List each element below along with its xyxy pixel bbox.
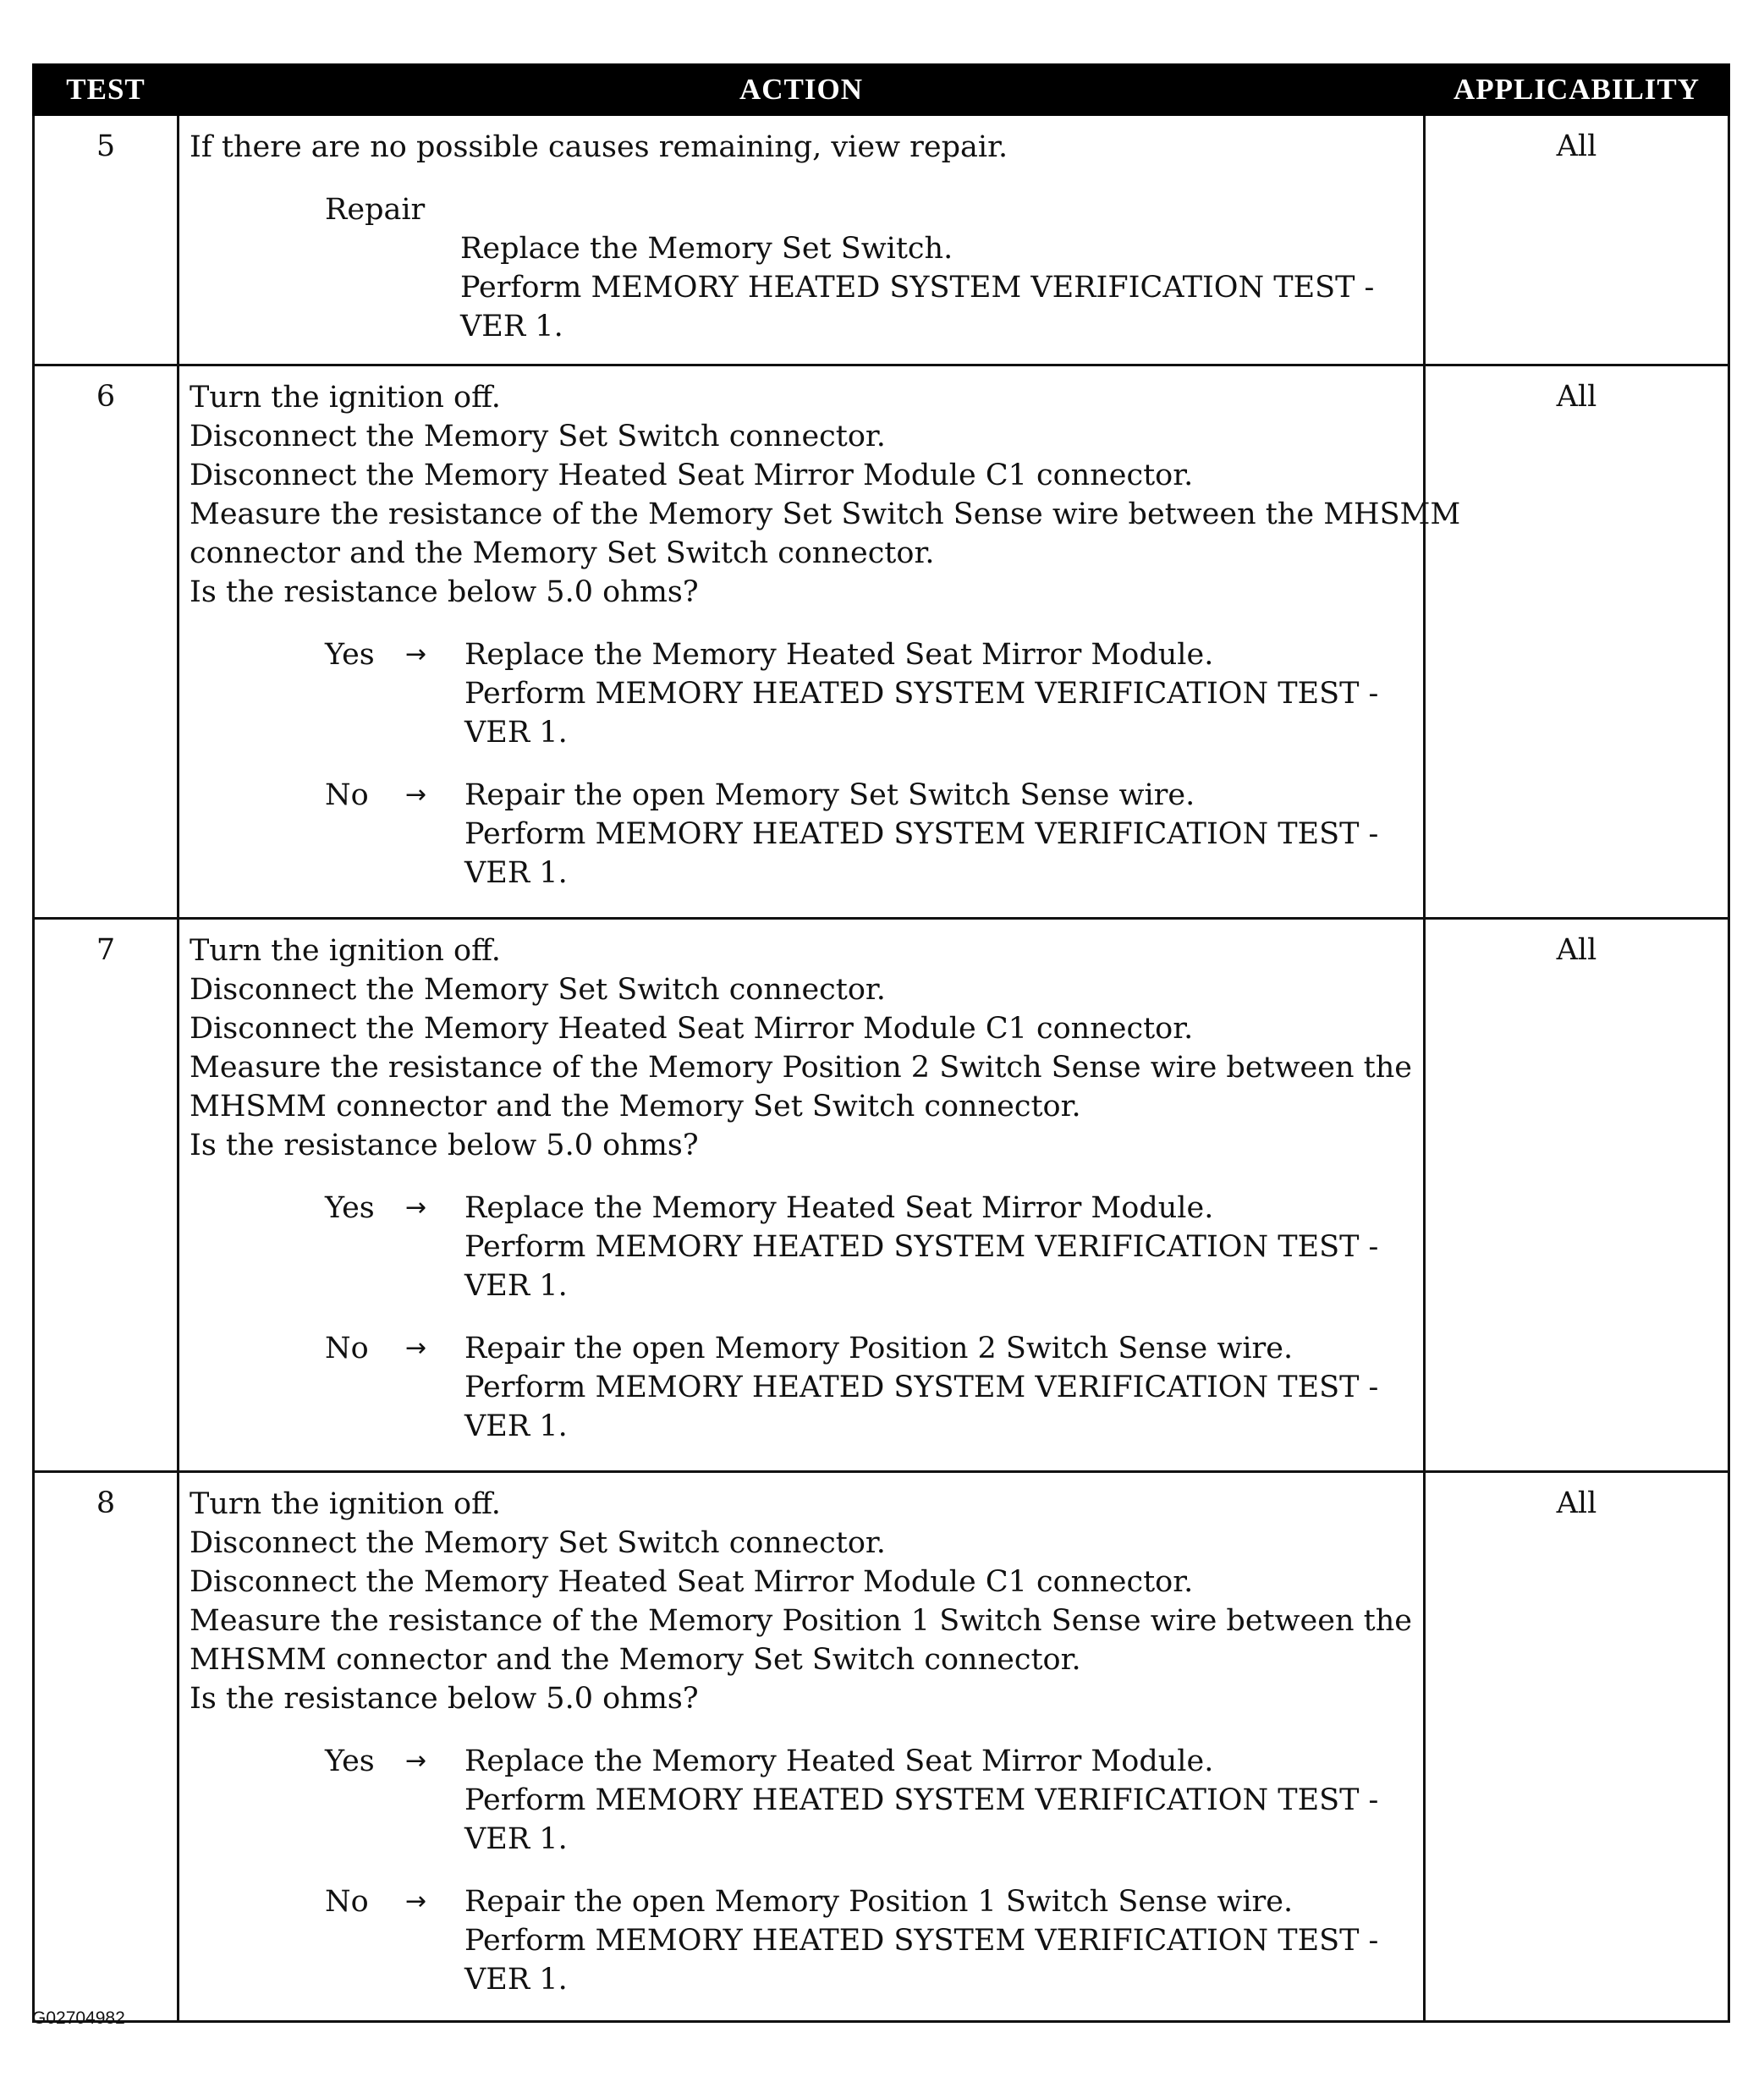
yes-result	[190, 1742, 1413, 1859]
arrow-right-icon: →	[405, 1887, 427, 1916]
diagnostic-table	[32, 63, 1730, 2023]
applicability-value: All	[1425, 919, 1729, 1472]
yes-result-step: Perform MEMORY HEATED SYSTEM VERIFICATION TEST -	[464, 1230, 1379, 1264]
yes-result-lines	[464, 1742, 1413, 1859]
no-result-step: Repair the open Memory Set Switch Sense wire.	[464, 778, 1195, 812]
yes-result-step: VER 1.	[464, 1822, 568, 1856]
yes-result-lines	[464, 635, 1413, 752]
applicability-value: All	[1425, 1472, 1729, 2022]
yes-result-step: Perform MEMORY HEATED SYSTEM VERIFICATION TEST -	[464, 677, 1379, 711]
header-test: TEST	[34, 65, 179, 115]
action-step: Turn the ignition off.	[190, 1487, 501, 1521]
applicability-value: All	[1425, 365, 1729, 919]
action-step: Disconnect the Memory Set Switch connector.	[190, 973, 886, 1007]
action-step: Disconnect the Memory Set Switch connector.	[190, 420, 886, 453]
yes-label: Yes	[325, 1191, 375, 1225]
applicability-value: All	[1425, 115, 1729, 365]
table-header	[34, 65, 1729, 115]
action-step: Measure the resistance of the Memory Position 1 Switch Sense wire between the	[190, 1604, 1412, 1638]
arrow-right-icon: →	[405, 1193, 427, 1222]
action-step: Is the resistance below 5.0 ohms?	[190, 575, 699, 609]
repair-step: Replace the Memory Set Switch.	[460, 232, 953, 266]
action-step: MHSMM connector and the Memory Set Switch connector.	[190, 1090, 1081, 1123]
repair-lines	[325, 229, 1413, 346]
action-step: Disconnect the Memory Heated Seat Mirror Module C1 connector.	[190, 459, 1194, 492]
action-step: Is the resistance below 5.0 ohms?	[190, 1682, 699, 1716]
action-cell	[179, 919, 1425, 1472]
repair-label: Repair	[325, 193, 426, 227]
table-body	[34, 115, 1729, 2022]
no-result-lines	[464, 1882, 1413, 1999]
no-result-step: Perform MEMORY HEATED SYSTEM VERIFICATION TEST -	[464, 817, 1379, 851]
no-label: No	[325, 778, 369, 812]
yes-result-step: Replace the Memory Heated Seat Mirror Module.	[464, 1191, 1214, 1225]
yes-label: Yes	[325, 638, 375, 672]
no-result	[190, 1329, 1413, 1446]
action-step: Measure the resistance of the Memory Position 2 Switch Sense wire between the	[190, 1051, 1412, 1085]
action-step: MHSMM connector and the Memory Set Switch connector.	[190, 1643, 1081, 1677]
repair-block	[190, 190, 1413, 346]
action-step: Disconnect the Memory Heated Seat Mirror Module C1 connector.	[190, 1012, 1194, 1046]
no-result-step: VER 1.	[464, 856, 568, 890]
yes-result-step: Perform MEMORY HEATED SYSTEM VERIFICATION TEST -	[464, 1783, 1379, 1817]
no-result-step: VER 1.	[464, 1409, 568, 1443]
arrow-right-icon: →	[405, 1746, 427, 1776]
action-step: Turn the ignition off.	[190, 934, 501, 968]
test-number: 6	[34, 365, 179, 919]
no-result	[190, 1882, 1413, 1999]
table-row	[34, 365, 1729, 919]
repair-step: VER 1.	[460, 310, 563, 343]
header-row	[34, 65, 1729, 115]
no-result-lines	[464, 1329, 1413, 1446]
header-action: ACTION	[179, 65, 1425, 115]
no-result	[190, 776, 1413, 893]
test-number: 7	[34, 919, 179, 1472]
action-step: Is the resistance below 5.0 ohms?	[190, 1129, 699, 1162]
yes-result-step: VER 1.	[464, 716, 568, 750]
table-row	[34, 115, 1729, 365]
action-step: If there are no possible causes remaining, view repair.	[190, 130, 1008, 164]
arrow-right-icon: →	[405, 640, 427, 669]
yes-result	[190, 635, 1413, 752]
action-step: Turn the ignition off.	[190, 381, 501, 415]
test-number: 8	[34, 1472, 179, 2022]
no-result-step: Perform MEMORY HEATED SYSTEM VERIFICATION TEST -	[464, 1371, 1379, 1404]
yes-result	[190, 1189, 1413, 1305]
yes-result-step: Replace the Memory Heated Seat Mirror Module.	[464, 1744, 1214, 1778]
yes-result-step: Replace the Memory Heated Seat Mirror Module.	[464, 638, 1214, 672]
table-row	[34, 1472, 1729, 2022]
no-result-step: Repair the open Memory Position 2 Switch Sense wire.	[464, 1332, 1294, 1365]
no-label: No	[325, 1885, 369, 1919]
no-result-step: Perform MEMORY HEATED SYSTEM VERIFICATION TEST -	[464, 1924, 1379, 1958]
action-cell	[179, 365, 1461, 919]
action-step: Measure the resistance of the Memory Set Switch Sense wire between the MHSMM	[190, 497, 1461, 531]
yes-result-lines	[464, 1189, 1413, 1305]
repair-step: Perform MEMORY HEATED SYSTEM VERIFICATION TEST -	[460, 271, 1375, 305]
action-step: connector and the Memory Set Switch connector.	[190, 536, 935, 570]
arrow-right-icon: →	[405, 1333, 427, 1363]
no-result-lines	[464, 776, 1413, 893]
yes-label: Yes	[325, 1744, 375, 1778]
yes-result-step: VER 1.	[464, 1269, 568, 1303]
header-applicability: APPLICABILITY	[1425, 65, 1729, 115]
arrow-right-icon: →	[405, 780, 427, 810]
action-cell	[179, 1472, 1425, 2022]
action-step: Disconnect the Memory Set Switch connector.	[190, 1526, 886, 1560]
no-result-step: VER 1.	[464, 1963, 568, 1997]
no-result-step: Repair the open Memory Position 1 Switch Sense wire.	[464, 1885, 1294, 1919]
test-number: 5	[34, 115, 179, 365]
action-step: Disconnect the Memory Heated Seat Mirror Module C1 connector.	[190, 1565, 1194, 1599]
no-label: No	[325, 1332, 369, 1365]
figure-id: G02704982	[32, 2008, 125, 2028]
action-cell	[179, 115, 1425, 365]
table-row	[34, 919, 1729, 1472]
